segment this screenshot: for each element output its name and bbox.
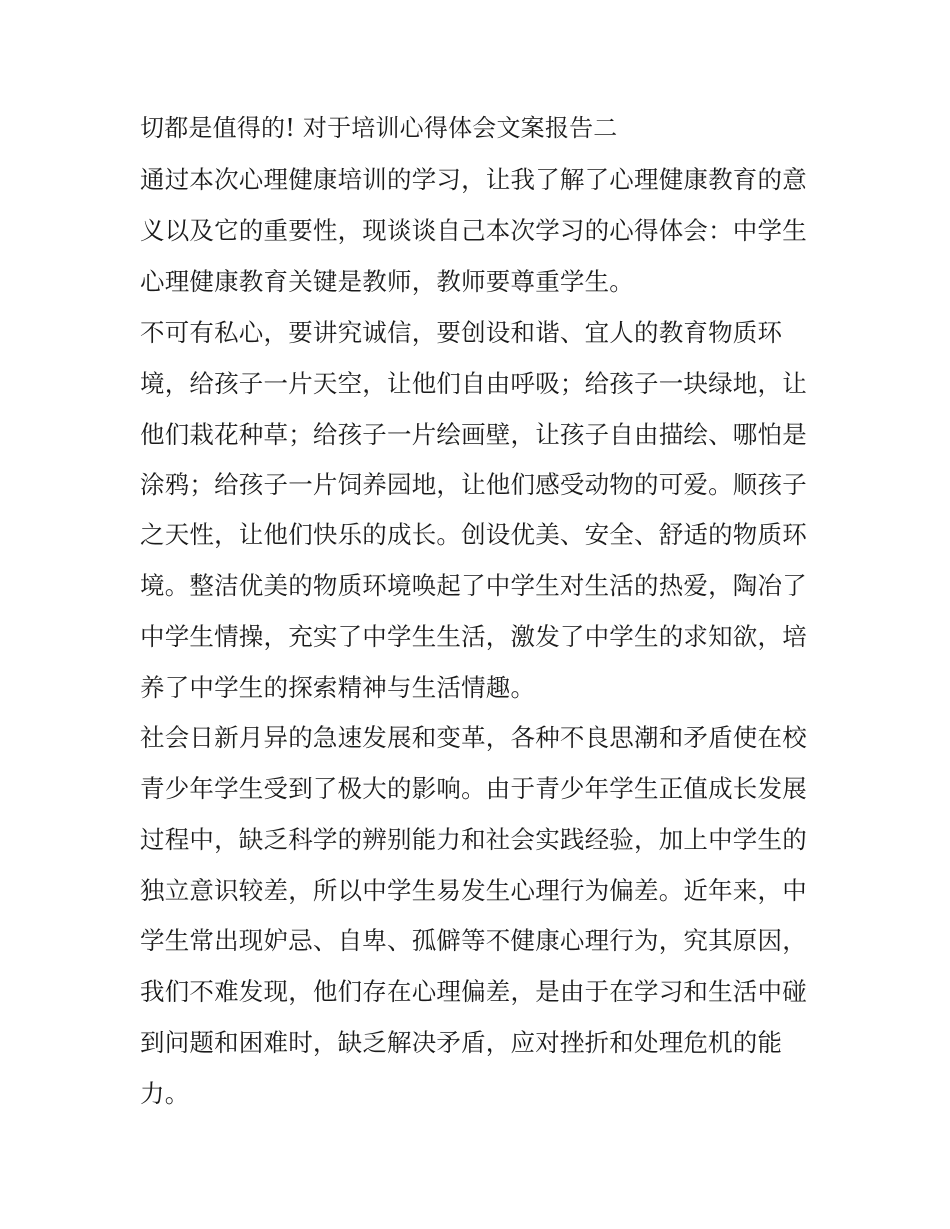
text-line: 心理健康教育关键是教师，教师要尊重学生。 <box>140 267 634 296</box>
text-line: 学生常出现妒忌、自卑、孤僻等不健康心理行为，究其原因， <box>140 926 807 955</box>
text-line: 到问题和困难时，缺乏解决矛盾，应对挫折和处理危机的能 <box>140 1028 783 1057</box>
text-line: 过程中，缺乏科学的辨别能力和社会实践经验，加上中学生的 <box>140 825 807 854</box>
text-line: 养了中学生的探索精神与生活情趣。 <box>140 673 536 702</box>
text-line: 涂鸦；给孩子一片饲养园地，让他们感受动物的可爱。顺孩子 <box>140 470 807 499</box>
text-line: 中学生情操，充实了中学生生活，激发了中学生的求知欲，培 <box>140 622 807 651</box>
text-line: 义以及它的重要性，现谈谈自己本次学习的心得体会：中学生 <box>140 216 807 245</box>
text-line: 通过本次心理健康培训的学习，让我了解了心理健康教育的意 <box>140 165 807 194</box>
text-line: 之天性，让他们快乐的成长。创设优美、安全、舒适的物质环 <box>140 520 807 549</box>
text-line: 独立意识较差，所以中学生易发生心理行为偏差。近年来，中 <box>140 876 807 905</box>
text-line: 社会日新月异的急速发展和变革，各种不良思潮和矛盾使在校 <box>140 723 807 752</box>
text-line: 境，给孩子一片天空，让他们自由呼吸；给孩子一块绿地，让 <box>140 369 807 398</box>
text-line: 力。 <box>140 1079 190 1108</box>
text-line: 我们不难发现，他们存在心理偏差，是由于在学习和生活中碰 <box>140 977 807 1006</box>
text-line: 切都是值得的! 对于培训心得体会文案报告二 <box>140 114 618 142</box>
text-line: 他们栽花种草；给孩子一片绘画壁，让孩子自由描绘、哪怕是 <box>140 420 807 449</box>
text-line: 不可有私心，要讲究诚信，要创设和谐、宜人的教育物质环 <box>140 318 783 347</box>
text-line: 青少年学生受到了极大的影响。由于青少年学生正值成长发展 <box>140 774 807 803</box>
text-line: 境。整洁优美的物质环境唤起了中学生对生活的热爱，陶冶了 <box>140 571 807 600</box>
